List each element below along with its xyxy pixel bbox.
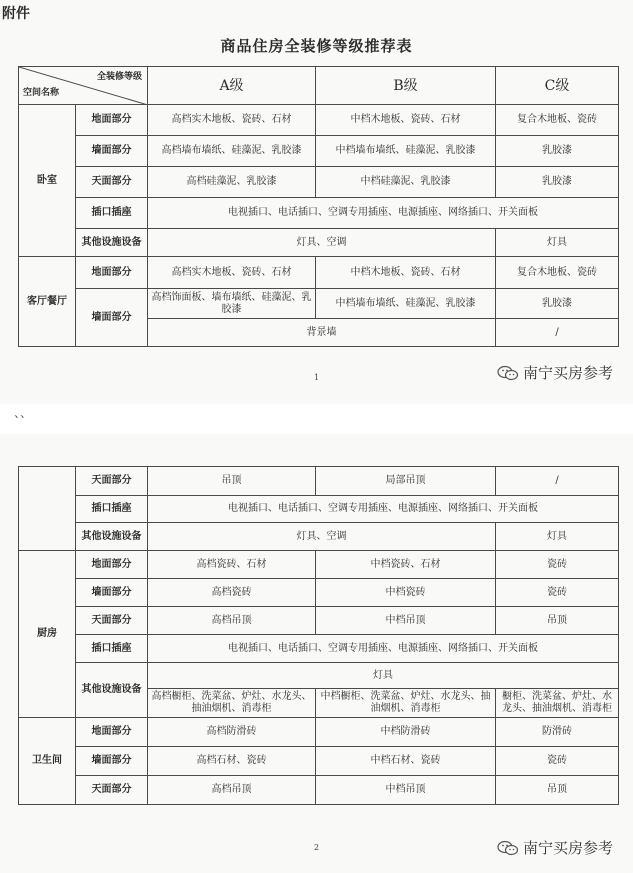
- cell-grade-a: 高档瓷砖: [148, 579, 316, 607]
- header-grade-label: 全装修等级: [96, 72, 142, 82]
- cell-grade-c: 瓷砖: [496, 551, 619, 579]
- cell-grade-ab: 灯具、空调: [148, 229, 496, 257]
- room-kitchen: 厨房: [19, 551, 76, 718]
- table-row: [19, 198, 619, 229]
- cell-grade-c: 乳胶漆: [496, 167, 619, 198]
- row-label: 插口插座: [76, 635, 148, 663]
- table-row: [19, 747, 619, 776]
- cell-grade-b: 中档墙布墙纸、硅藻泥、乳胶漆: [316, 289, 496, 319]
- cell-grade-c: 瓷砖: [496, 747, 619, 776]
- wechat-icon: [497, 840, 519, 856]
- watermark: [497, 362, 613, 383]
- cell-grade-c: 灯具: [496, 229, 619, 257]
- cell-all-grades: 电视插口、电话插口、空调专用插座、电源插座、网络插口、开关面板: [148, 198, 619, 229]
- row-label: 地面部分: [76, 551, 148, 579]
- cell-grade-a: 高档硅藻泥、乳胶漆: [148, 167, 316, 198]
- cell-grade-b: 中档瓷砖: [316, 579, 496, 607]
- row-label: 地面部分: [76, 105, 148, 136]
- cell-grade-a: 高档墙布墙纸、硅藻泥、乳胶漆: [148, 136, 316, 167]
- document-page-1: [0, 0, 633, 404]
- cell-grade-b: 中档瓷砖、石材: [316, 551, 496, 579]
- diagonal-header-cell: [19, 67, 148, 105]
- cell-grade-ab: 背景墙: [148, 319, 496, 347]
- watermark: [497, 837, 613, 858]
- table-header-row: [19, 67, 619, 105]
- cell-grade-b: 中档木地板、瓷砖、石材: [316, 257, 496, 289]
- wechat-icon: [497, 365, 519, 381]
- cell-grade-a: 高档吊顶: [148, 607, 316, 635]
- row-label: 天面部分: [76, 776, 148, 805]
- cell-grade-b: 局部吊顶: [316, 467, 496, 496]
- decoration-grade-table-part-1: [18, 66, 619, 347]
- row-label: 天面部分: [76, 607, 148, 635]
- cell-grade-c: 吊顶: [496, 776, 619, 805]
- cell-grade-a: 高档瓷砖、石材: [148, 551, 316, 579]
- cell-grade-b: 中档石材、瓷砖: [316, 747, 496, 776]
- cell-all-grades: 灯具: [148, 663, 619, 689]
- decoration-grade-table-part-2: [18, 466, 619, 805]
- cell-grade-a: 高档防滑砖: [148, 718, 316, 747]
- row-label: 插口插座: [76, 198, 148, 229]
- watermark-text: 南宁买房参考: [522, 364, 613, 382]
- watermark-text: 南宁买房参考: [522, 839, 613, 857]
- row-label: 天面部分: [76, 467, 148, 496]
- cell-all-grades: 电视插口、电话插口、空调专用插座、电源插座、网络插口、开关面板: [148, 635, 619, 663]
- table-row: [19, 289, 619, 319]
- cell-grade-c: 橱柜、洗菜盆、炉灶、水龙头、抽油烟机、消毒柜: [496, 689, 619, 718]
- table-row: [19, 229, 619, 257]
- cell-grade-c: 灯具: [496, 523, 619, 551]
- cell-grade-a: 高档饰面板、墙布墙纸、硅藻泥、乳胶漆: [148, 289, 316, 319]
- row-label: 墙面部分: [76, 579, 148, 607]
- row-label: 地面部分: [76, 718, 148, 747]
- cell-grade-b: 中档吊顶: [316, 776, 496, 805]
- cell-grade-b: 中档木地板、瓷砖、石材: [316, 105, 496, 136]
- cell-grade-b: 中档墙布墙纸、硅藻泥、乳胶漆: [316, 136, 496, 167]
- room-continued-cell: [19, 467, 76, 551]
- cell-grade-a: 高档实木地板、瓷砖、石材: [148, 105, 316, 136]
- header-grade-c: C级: [496, 67, 619, 105]
- cell-grade-c: 复合木地板、瓷砖: [496, 105, 619, 136]
- header-space-label: 空间名称: [23, 88, 60, 98]
- row-label: 墙面部分: [76, 289, 148, 347]
- row-label: 墙面部分: [76, 136, 148, 167]
- cell-grade-b: 中档硅藻泥、乳胶漆: [316, 167, 496, 198]
- cell-grade-a: 吊顶: [148, 467, 316, 496]
- row-label: 地面部分: [76, 257, 148, 289]
- row-label: 其他设施设备: [76, 663, 148, 718]
- table-row: [19, 167, 619, 198]
- table-row: [19, 718, 619, 747]
- room-living-dining: 客厅餐厅: [19, 257, 76, 347]
- room-bathroom: 卫生间: [19, 718, 76, 805]
- table-row: [19, 607, 619, 635]
- cell-grade-c: 防滑砖: [496, 718, 619, 747]
- row-label: 插口插座: [76, 496, 148, 523]
- cell-grade-a: 高档实木地板、瓷砖、石材: [148, 257, 316, 289]
- cell-all-grades: 电视插口、电话插口、空调专用插座、电源插座、网络插口、开关面板: [148, 496, 619, 523]
- page-number: 1: [313, 373, 320, 382]
- row-label: 墙面部分: [76, 747, 148, 776]
- cell-grade-c: 复合木地板、瓷砖: [496, 257, 619, 289]
- cell-grade-c: /: [496, 319, 619, 347]
- table-row: [19, 257, 619, 289]
- row-label: 其他设施设备: [76, 229, 148, 257]
- cell-grade-b: 中档吊顶: [316, 607, 496, 635]
- separator-mark: 、、: [14, 406, 33, 420]
- table-row: [19, 579, 619, 607]
- header-grade-b: B级: [316, 67, 496, 105]
- table-row: [19, 776, 619, 805]
- cell-grade-b: 中档橱柜、洗菜盆、炉灶、水龙头、抽油烟机、消毒柜: [316, 689, 496, 718]
- attachment-label: 附件: [2, 6, 30, 22]
- cell-grade-c: 乳胶漆: [496, 289, 619, 319]
- cell-grade-c: /: [496, 467, 619, 496]
- table-row: [19, 136, 619, 167]
- cell-grade-c: 瓷砖: [496, 579, 619, 607]
- cell-grade-a: 高档吊顶: [148, 776, 316, 805]
- cell-grade-a: 高档橱柜、洗菜盆、炉灶、水龙头、抽油烟机、消毒柜: [148, 689, 316, 718]
- table-row: [19, 635, 619, 663]
- page-number: 2: [313, 843, 320, 852]
- cell-grade-c: 乳胶漆: [496, 136, 619, 167]
- header-grade-a: A级: [148, 67, 316, 105]
- table-row: [19, 523, 619, 551]
- cell-grade-a: 高档石材、瓷砖: [148, 747, 316, 776]
- table-row: [19, 105, 619, 136]
- table-row: [19, 467, 619, 496]
- room-bedroom: 卧室: [19, 105, 76, 257]
- cell-grade-b: 中档防滑砖: [316, 718, 496, 747]
- table-row: [19, 663, 619, 689]
- table-row: [19, 496, 619, 523]
- cell-grade-ab: 灯具、空调: [148, 523, 496, 551]
- row-label: 其他设施设备: [76, 523, 148, 551]
- cell-grade-c: 吊顶: [496, 607, 619, 635]
- row-label: 天面部分: [76, 167, 148, 198]
- table-title: 商品住房全装修等级推荐表: [220, 37, 413, 55]
- table-row: [19, 551, 619, 579]
